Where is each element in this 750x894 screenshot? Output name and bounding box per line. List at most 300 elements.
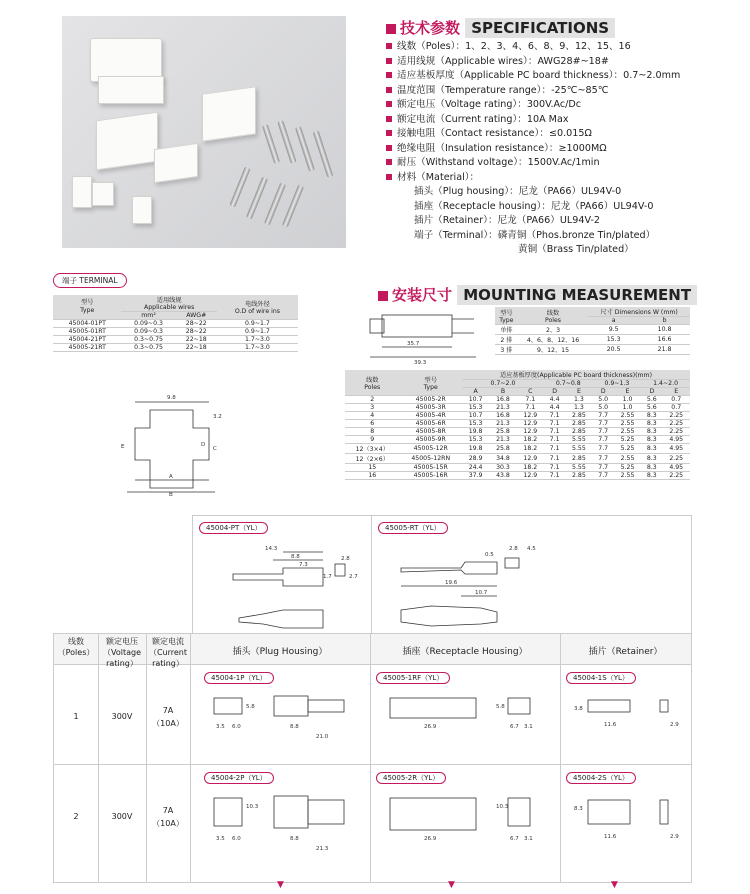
- table-cell: 0.09~0.3: [121, 320, 175, 328]
- dimension-label: 6.7: [510, 836, 519, 842]
- rt-d3: 2.8: [509, 546, 518, 552]
- pt-d5: 2.7: [349, 574, 358, 580]
- table-cell: 43.8: [489, 472, 516, 480]
- table-row: [345, 436, 690, 444]
- table-cell: 7.1: [517, 404, 544, 412]
- housing-table: [53, 633, 692, 883]
- table-cell: 5.0: [593, 404, 614, 412]
- table-cell: 7.1: [544, 436, 565, 444]
- table-cell: 7.7: [593, 436, 614, 444]
- table-cell: 2.55: [614, 428, 641, 436]
- cross-d: D: [201, 442, 206, 448]
- table-cell: 1.7~3.0: [217, 344, 298, 352]
- bh-ret: 插片（Retainer）: [588, 647, 663, 657]
- table-cell: 单排: [495, 325, 518, 335]
- spec-row: [386, 55, 680, 70]
- table-cell: 7.7: [593, 412, 614, 420]
- row-current-max: （10A）: [152, 719, 184, 728]
- pt-d2: 8.8: [291, 554, 300, 560]
- bullet-icon: [386, 145, 392, 151]
- table-cell: 2.85: [565, 428, 592, 436]
- row-current: 7A: [162, 706, 174, 715]
- spec-row: [386, 142, 680, 157]
- table-cell: 8.3: [641, 472, 662, 480]
- dimension-label: 6.7: [510, 724, 519, 730]
- table-row: [345, 464, 690, 472]
- dimension-label: 10.3: [246, 804, 259, 810]
- table-cell: 0.3~0.75: [121, 344, 175, 352]
- table-cell: 6: [345, 420, 400, 428]
- retainer-drawing: [568, 686, 688, 766]
- material-label: 端子（Terminal）：: [414, 229, 498, 241]
- table-cell: 45005-8R: [400, 428, 462, 436]
- table-cell: 0.9~1.7: [217, 328, 298, 336]
- mount-big-table: [345, 370, 690, 480]
- table-cell: 45005-21RT: [53, 344, 121, 352]
- table-cell: 15.3: [462, 420, 489, 428]
- terminal-table: [53, 295, 298, 352]
- table-cell: 7.7: [593, 428, 614, 436]
- table-cell: 2.25: [662, 428, 690, 436]
- ms-th-poles-cn: 线数: [546, 309, 560, 317]
- plug-drawing: [204, 686, 369, 766]
- table-cell: 2.55: [614, 454, 641, 464]
- table-cell: 5.0: [593, 396, 614, 404]
- table-row: [53, 344, 298, 352]
- dimension-label: 3.1: [524, 724, 533, 730]
- plug-drawing: [204, 786, 369, 866]
- mounting-cross-diagram: [115, 388, 225, 498]
- table-cell: 45004-01PT: [53, 320, 121, 328]
- col-header: B: [489, 388, 516, 396]
- table-cell: 45005-9R: [400, 436, 462, 444]
- table-cell: 25.8: [489, 428, 516, 436]
- table-row: [345, 444, 690, 454]
- rt-tag: 45005-RT（YL）: [378, 522, 448, 534]
- bullet-icon: [386, 174, 392, 180]
- table-cell: 7.7: [593, 420, 614, 428]
- rt-d1: 19.6: [445, 580, 458, 586]
- table-cell: 7.1: [544, 464, 565, 472]
- spec-label: 温度范围（Temperature range）：: [397, 84, 552, 96]
- table-cell: 21.3: [489, 404, 516, 412]
- mounting-title-cn: 安装尺寸: [392, 286, 453, 304]
- table-cell: 10.7: [462, 412, 489, 420]
- table-cell: 7.7: [593, 472, 614, 480]
- bullet-icon: [386, 130, 392, 136]
- retainer-drawing: [568, 786, 688, 866]
- table-row: [345, 454, 690, 464]
- table-cell: 7.1: [544, 412, 565, 420]
- table-cell: 5.55: [565, 436, 592, 444]
- spec-value: 0.7~2.0mm: [623, 70, 681, 81]
- table-cell: 1.0: [614, 404, 641, 412]
- table-cell: 24.4: [462, 464, 489, 472]
- table-cell: 2.25: [662, 454, 690, 464]
- cross-h: 3.2: [213, 414, 222, 420]
- table-cell: 5.25: [614, 436, 641, 444]
- dimension-label: 21.3: [316, 846, 329, 852]
- col-header: D: [641, 388, 662, 396]
- range-header: 0.9~1.3: [593, 380, 642, 388]
- table-cell: 10.7: [462, 396, 489, 404]
- table-cell: 7.7: [593, 464, 614, 472]
- table-cell: 9.5: [588, 325, 639, 335]
- dimension-label: 3.8: [574, 706, 583, 712]
- table-cell: 8.3: [641, 436, 662, 444]
- spec-label: 额定电流（Current rating）：: [397, 113, 527, 125]
- table-cell: 12.9: [517, 428, 544, 436]
- bh-plug: 插头（Plug Housing）: [232, 647, 328, 657]
- spec-value: AWG28#~18#: [537, 55, 609, 67]
- table-cell: 0.7: [662, 396, 690, 404]
- table-cell: 2.85: [565, 472, 592, 480]
- table-cell: 16.6: [639, 335, 690, 345]
- dimension-label: 26.9: [424, 836, 437, 842]
- table-cell: 15.3: [462, 436, 489, 444]
- receptacle-drawing: [380, 686, 555, 766]
- table-cell: 1.0: [614, 396, 641, 404]
- table-cell: 0.3~0.75: [121, 336, 175, 344]
- material-row: [386, 200, 680, 215]
- spec-label: 耐压（Withstand voltage）：: [397, 157, 528, 168]
- bh-voltage: 额定电压（Voltage rating）: [102, 637, 141, 668]
- table-cell: 1.3: [565, 404, 592, 412]
- pt-d6: 1.7: [323, 574, 332, 580]
- col-header: A: [462, 388, 489, 396]
- bh-current: 额定电流（Current rating）: [148, 637, 188, 668]
- table-cell: 2.55: [614, 412, 641, 420]
- th-awg: AWG#: [176, 312, 217, 320]
- mount-b: 39.3: [414, 360, 427, 365]
- dimension-label: 5.8: [496, 704, 505, 710]
- bullet-icon: [386, 116, 392, 122]
- pt-d4: 2.8: [341, 556, 350, 562]
- cross-b: B: [169, 492, 173, 498]
- table-cell: 2: [345, 396, 400, 404]
- rt-d4: 0.5: [485, 552, 494, 558]
- table-cell: 7.1: [544, 428, 565, 436]
- table-cell: 8.3: [641, 412, 662, 420]
- dimension-label: 8.8: [290, 836, 299, 842]
- mb-th-pcb: 适应基板厚度(Applicable PC board thickness)(mm): [462, 370, 690, 380]
- table-cell: 4.95: [662, 464, 690, 472]
- table-cell: 19.8: [462, 444, 489, 454]
- table-cell: 2 排: [495, 335, 518, 345]
- table-cell: 3 排: [495, 345, 518, 355]
- spec-value: -25℃~85℃: [551, 84, 609, 96]
- table-cell: 4.95: [662, 436, 690, 444]
- spec-label: 材料（Material）：: [397, 171, 480, 183]
- row-poles: 2: [73, 812, 79, 821]
- table-cell: 45005-6R: [400, 420, 462, 428]
- specs-title: [386, 17, 615, 38]
- table-cell: 5.25: [614, 464, 641, 472]
- table-cell: 21.8: [639, 345, 690, 355]
- bh-rec: 插座（Receptacle Housing）: [402, 647, 528, 657]
- table-cell: 45004-21PT: [53, 336, 121, 344]
- table-cell: 0.9~1.7: [217, 320, 298, 328]
- table-row: [345, 412, 690, 420]
- product-photo: [62, 16, 346, 248]
- table-cell: 15.3: [588, 335, 639, 345]
- spec-label: 适用线规（Applicable wires）：: [397, 55, 538, 67]
- table-cell: 7.7: [593, 444, 614, 454]
- row-current-max: （10A）: [152, 819, 184, 828]
- dimension-label: 3.1: [524, 836, 533, 842]
- table-row: [495, 345, 690, 355]
- material-row: [386, 185, 680, 200]
- spec-row: [386, 40, 680, 55]
- col-header: E: [662, 388, 690, 396]
- mb-th-poles-en: Poles: [364, 383, 381, 391]
- table-cell: 16.8: [489, 412, 516, 420]
- table-cell: 18.2: [517, 436, 544, 444]
- material-value: 磷青铜（Phos.bronze Tin/plated）: [497, 229, 656, 241]
- material-value: 尼龙（PA66）UL94V-0: [518, 186, 622, 197]
- table-cell: 45005-16R: [400, 472, 462, 480]
- table-row: [53, 336, 298, 344]
- ms-th-a: a: [588, 317, 639, 325]
- ms-th-b: b: [639, 317, 690, 325]
- table-row: [345, 404, 690, 412]
- table-cell: 2.85: [565, 412, 592, 420]
- bullet-icon: [386, 72, 392, 78]
- table-cell: 10.8: [639, 325, 690, 335]
- table-cell: 45005-4R: [400, 412, 462, 420]
- mounting-title: [378, 284, 697, 305]
- table-cell: 37.9: [462, 472, 489, 480]
- col-header: E: [565, 388, 592, 396]
- retainer-model: 45004-2S（YL）: [566, 772, 636, 784]
- specs-list: [386, 40, 680, 258]
- table-cell: 9: [345, 436, 400, 444]
- arrow-down-icon: ▼: [448, 880, 455, 890]
- material-row: [386, 214, 680, 229]
- arrow-down-icon: ▼: [277, 880, 284, 890]
- range-header: 0.7~2.0: [462, 380, 544, 388]
- table-cell: 7.7: [593, 454, 614, 464]
- table-cell: 22~18: [176, 336, 217, 344]
- dimension-label: 6.0: [232, 724, 241, 730]
- table-cell: 45005-12RN: [400, 454, 462, 464]
- spec-label: 线数（Poles）：: [397, 41, 466, 52]
- table-cell: 12（3×4）: [345, 444, 400, 454]
- table-cell: 4.4: [544, 396, 565, 404]
- table-cell: 1.3: [565, 396, 592, 404]
- spec-value: ≤0.015Ω: [548, 128, 592, 139]
- ms-th-poles-en: Poles: [544, 316, 562, 324]
- table-cell: 4、6、8、12、16: [518, 335, 588, 345]
- table-row: [495, 335, 690, 345]
- table-cell: 12.9: [517, 472, 544, 480]
- dimension-label: 3.5: [216, 836, 225, 842]
- bullet-icon: [386, 159, 392, 165]
- spec-value: ≥1000MΩ: [558, 142, 607, 154]
- table-cell: 2.55: [614, 472, 641, 480]
- table-cell: 45005-2R: [400, 396, 462, 404]
- table-cell: 5.6: [641, 404, 662, 412]
- spec-value: 300V.Ac/Dc: [526, 99, 582, 110]
- mb-th-type-en: Type: [423, 383, 438, 391]
- material-label: 插片（Retainer）：: [414, 215, 498, 226]
- table-cell: 8: [345, 428, 400, 436]
- table-cell: 4.95: [662, 444, 690, 454]
- table-cell: 5.55: [565, 464, 592, 472]
- table-cell: 4: [345, 412, 400, 420]
- table-row: [345, 420, 690, 428]
- bullet-icon: [386, 43, 392, 49]
- table-cell: 5.6: [641, 396, 662, 404]
- table-cell: 45005-01RT: [53, 328, 121, 336]
- table-cell: 0.09~0.3: [121, 328, 175, 336]
- table-cell: 25.8: [489, 444, 516, 454]
- col-header: C: [517, 388, 544, 396]
- mount-a: 35.7: [407, 341, 420, 347]
- table-cell: 12（2×6）: [345, 454, 400, 464]
- bullet-icon: [386, 101, 392, 107]
- table-cell: 12.9: [517, 412, 544, 420]
- cross-a: A: [169, 474, 173, 480]
- table-cell: 5.55: [565, 444, 592, 454]
- spec-label: 接触电阻（Contact resistance）：: [397, 128, 549, 139]
- table-cell: 8.3: [641, 420, 662, 428]
- table-row: [495, 325, 690, 335]
- table-cell: 2.55: [614, 420, 641, 428]
- terminal-drawings: [192, 515, 692, 635]
- receptacle-model: 45005-1RF（YL）: [376, 672, 450, 684]
- dimension-label: 2.9: [670, 722, 679, 728]
- material-label: 插座（Receptacle housing）：: [414, 200, 551, 212]
- spec-row: [386, 98, 680, 113]
- mounting-side-diagram: [352, 305, 487, 365]
- table-cell: 1.7~3.0: [217, 336, 298, 344]
- table-cell: 34.8: [489, 454, 516, 464]
- table-cell: 7.1: [544, 472, 565, 480]
- specs-title-cn: 技术参数: [400, 19, 461, 37]
- table-cell: 8.3: [641, 464, 662, 472]
- retainer-model: 45004-1S（YL）: [566, 672, 636, 684]
- ms-th-type-cn: 型号: [500, 309, 513, 317]
- th-wires-en: Applicable wires: [143, 304, 195, 311]
- th-wires-cn: 适用线规: [156, 297, 182, 304]
- row-voltage: 300V: [111, 812, 133, 821]
- material-value: 尼龙（PA66）UL94V-2: [497, 215, 601, 226]
- spec-value: 10A Max: [526, 113, 569, 125]
- spec-label: 额定电压（Voltage rating）：: [397, 99, 527, 110]
- spec-row: [386, 156, 680, 171]
- th-od-cn: 电线外径: [245, 301, 270, 308]
- table-cell: 9、12、15: [518, 345, 588, 355]
- plug-model: 45004-2P（YL）: [204, 772, 274, 784]
- spec-label: 绝缘电阻（Insulation resistance）：: [397, 142, 559, 154]
- spec-row: [386, 127, 680, 142]
- table-cell: 45005-12R: [400, 444, 462, 454]
- dimension-label: 8.3: [574, 806, 583, 812]
- pt-d1: 14.3: [265, 546, 278, 552]
- table-cell: 15: [345, 464, 400, 472]
- spec-label: 适应基板厚度（Applicable PC board thickness）：: [397, 70, 624, 81]
- col-header: D: [593, 388, 614, 396]
- table-cell: 21.3: [489, 420, 516, 428]
- material-value: 尼龙（PA66）UL94V-0: [550, 200, 654, 212]
- rt-d5: 4.5: [527, 546, 536, 552]
- th-mm: mm²: [121, 312, 175, 320]
- dimension-label: 5.8: [246, 704, 255, 710]
- dimension-label: 2.9: [670, 834, 679, 840]
- table-row: [345, 396, 690, 404]
- range-header: 0.7~0.8: [544, 380, 593, 388]
- terminal-tag: 端子 TERMINAL: [53, 273, 127, 288]
- table-cell: 18.2: [517, 444, 544, 454]
- table-cell: 8.3: [641, 444, 662, 454]
- bh-poles: 线数（Poles）: [57, 637, 95, 657]
- th-type-en: Type: [80, 307, 95, 314]
- dimension-label: 8.8: [290, 724, 299, 730]
- dimension-label: 21.0: [316, 734, 329, 740]
- table-cell: 7.1: [544, 454, 565, 464]
- cross-w: 9.8: [167, 395, 176, 401]
- mounting-title-en: MOUNTING MEASUREMENT: [457, 285, 697, 305]
- ms-th-dim: 尺寸 Dimensions W (mm): [588, 307, 690, 317]
- table-cell: 16: [345, 472, 400, 480]
- table-cell: 15.3: [462, 404, 489, 412]
- table-row: [53, 320, 298, 328]
- col-header: E: [614, 388, 641, 396]
- table-cell: 2.25: [662, 412, 690, 420]
- spec-row: [386, 113, 680, 128]
- table-cell: 19.8: [462, 428, 489, 436]
- table-row: [345, 472, 690, 480]
- mount-small-table: [495, 307, 690, 355]
- rt-d2: 10.7: [475, 590, 488, 596]
- bullet-icon: [386, 87, 392, 93]
- bullet-icon: [386, 58, 392, 64]
- spec-value: 1500V.Ac/1min: [527, 157, 600, 168]
- table-cell: 18.2: [517, 464, 544, 472]
- pt-d3: 7.3: [299, 562, 308, 568]
- table-cell: 3: [345, 404, 400, 412]
- table-cell: 21.3: [489, 436, 516, 444]
- material-label: 插头（Plug housing）：: [414, 186, 519, 197]
- spec-row: [386, 171, 680, 186]
- table-cell: 2.85: [565, 420, 592, 428]
- table-cell: 45005-3R: [400, 404, 462, 412]
- dimension-label: 11.6: [604, 834, 617, 840]
- col-header: D: [544, 388, 565, 396]
- th-od-en: O.D of wire ins: [234, 308, 280, 315]
- mb-th-poles-cn: 线数: [366, 376, 379, 384]
- table-cell: 2、3: [518, 325, 588, 335]
- table-cell: 12.9: [517, 454, 544, 464]
- table-cell: 20.5: [588, 345, 639, 355]
- table-cell: 22~18: [176, 344, 217, 352]
- table-cell: 0.7: [662, 404, 690, 412]
- table-cell: 28~22: [176, 320, 217, 328]
- table-cell: 2.85: [565, 454, 592, 464]
- spec-row: [386, 84, 680, 99]
- row-poles: 1: [73, 712, 79, 721]
- table-cell: 7.1: [544, 420, 565, 428]
- mb-th-type-cn: 型号: [424, 376, 437, 384]
- row-current: 7A: [162, 806, 174, 815]
- table-cell: 8.3: [641, 454, 662, 464]
- dimension-label: 3.5: [216, 724, 225, 730]
- specs-title-en: SPECIFICATIONS: [465, 18, 615, 38]
- table-cell: 30.3: [489, 464, 516, 472]
- table-cell: 8.3: [641, 428, 662, 436]
- table-cell: 5.25: [614, 444, 641, 454]
